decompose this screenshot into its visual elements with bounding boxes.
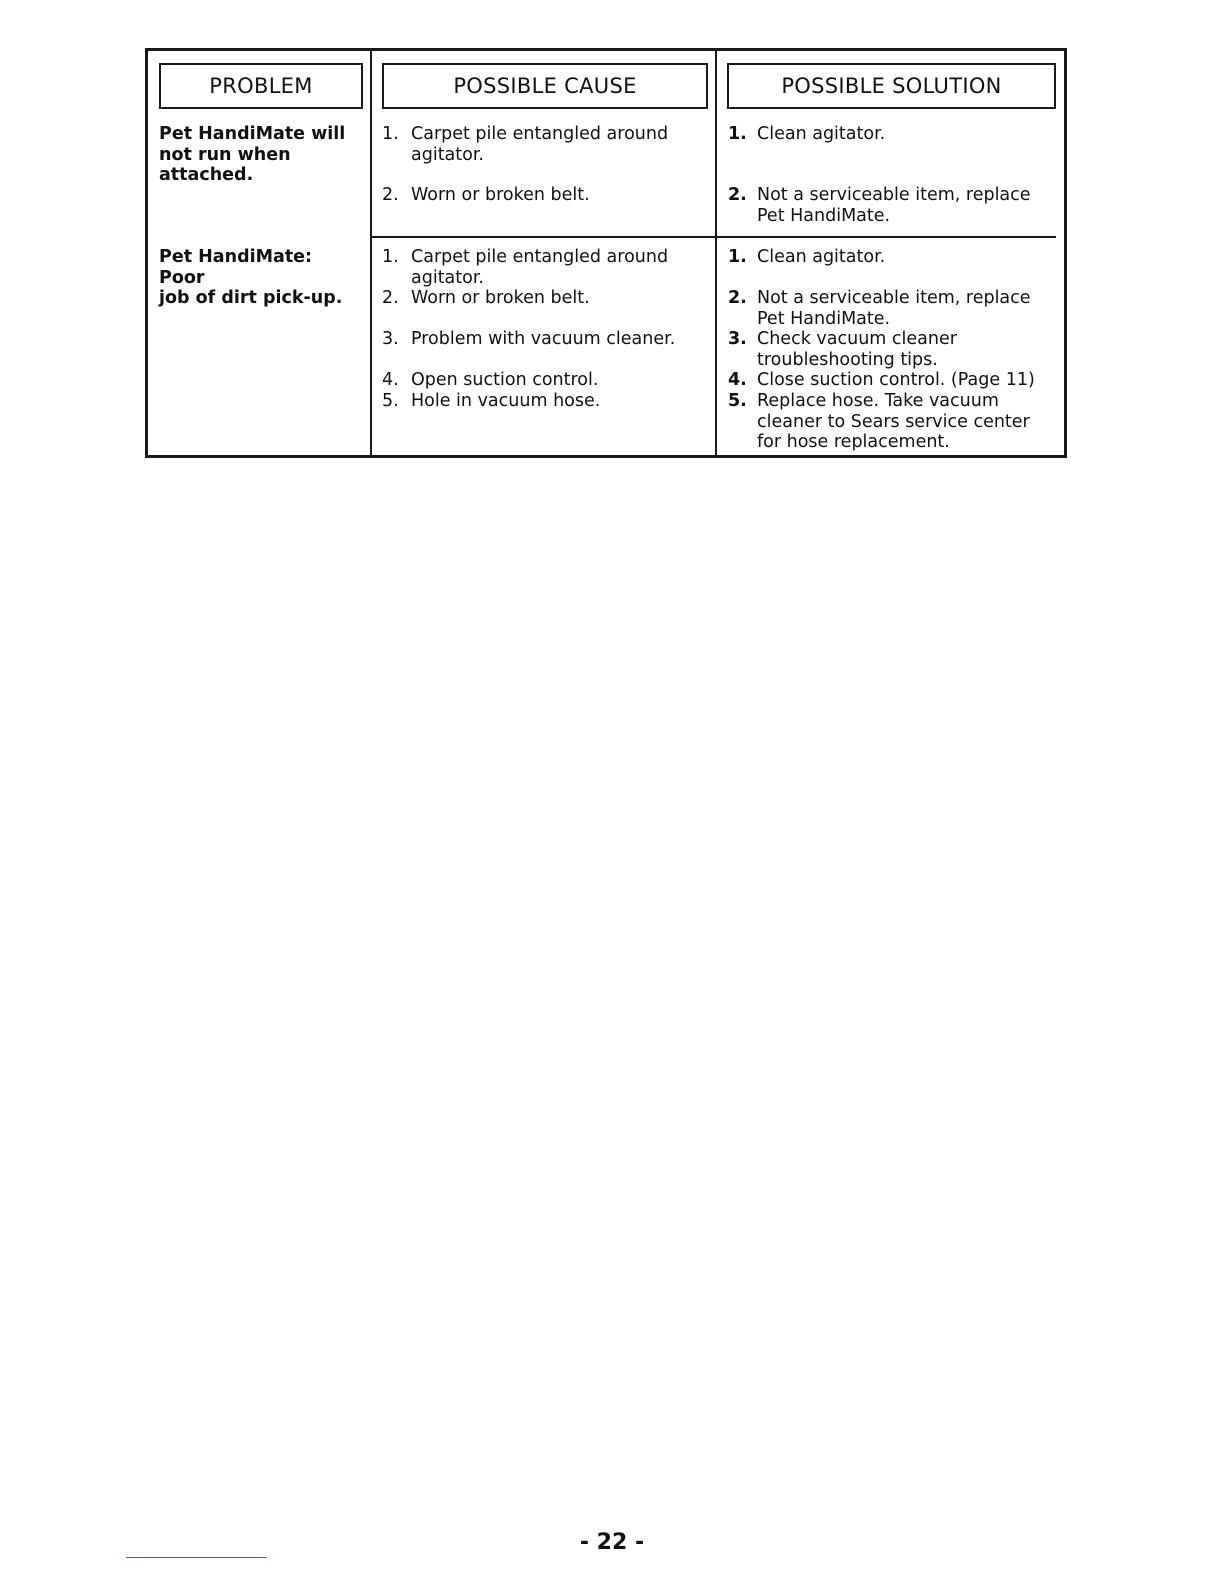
column-divider <box>370 51 372 455</box>
header-problem: PROBLEM <box>159 63 363 109</box>
header-possible-cause: POSSIBLE CAUSE <box>382 63 708 109</box>
footer-rule <box>126 1557 267 1558</box>
row-divider <box>370 236 1056 238</box>
column-divider <box>715 51 717 455</box>
header-possible-solution: POSSIBLE SOLUTION <box>727 63 1056 109</box>
page-number: - 22 - <box>579 1530 645 1555</box>
problem-text: Pet HandiMate: Poor job of dirt pick-up. <box>159 247 343 308</box>
problem-text: Pet HandiMate will not run when attached. <box>159 124 346 185</box>
troubleshooting-table: PROBLEM POSSIBLE CAUSE POSSIBLE SOLUTION Pet HandiMate will not run when attached. 1. Carpet pile entangled around agitator. 2. Worn or broken belt. 1. Clean agitator. 2. Not a serviceable item, replace Pet HandiMate. Pet HandiMate: Poor job of dirt pick-up. 1. Carpet pile entangled around agitator. 2. Worn or broken belt. 3. Problem with vacuum cleaner. 4. Open suction control. 5. Hole in vacuum hose. 1. Clean agitator. 2. Not a serviceable item, replace Pet HandiMate. 3. Check vacuum cleaner troubleshooting tips. 4. Close suction control. (Page 11) 5. Replace hose. Take vacuum cleaner to Sears service center for hose replacement. <box>145 48 1067 458</box>
